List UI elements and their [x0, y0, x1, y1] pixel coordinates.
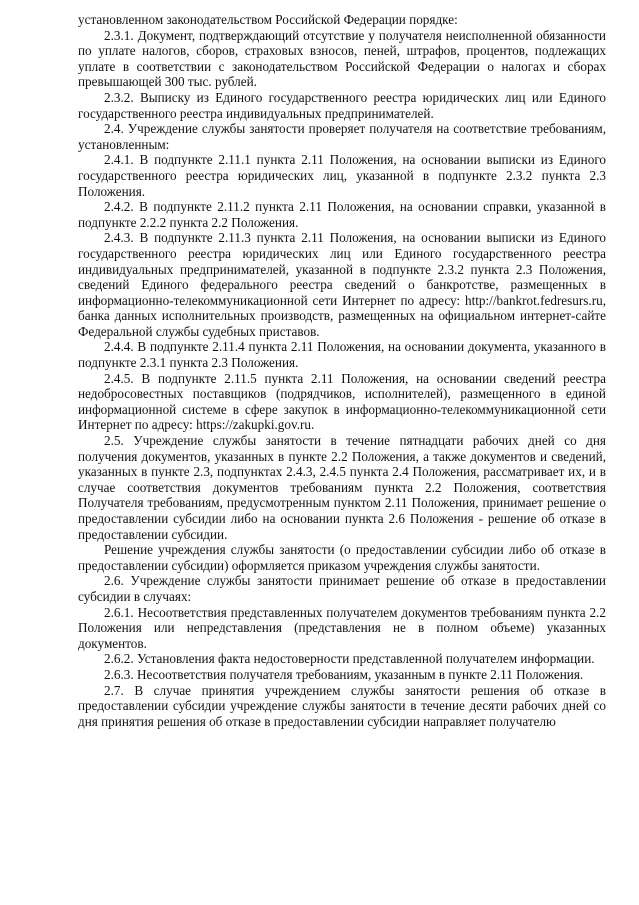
paragraph-2-5: 2.5. Учреждение службы занятости в течение пятнадцати рабочих дней со дня получения документов, указанных в пункте 2.2 Положения, а также документов и сведений, указанных в пункте 2.3, подпунктах 2.4.3, 2.4.5 пункта 2.4 Положения, рассматривает их, и в случае соответствия документов требованиям пункта 2.2 Положения, соответствия Получателя требованиям, предусмотренным пунктом 2.11 Положения, принимает решение о предоставлении субсидии либо на основании пункта 2.6 Положения - решение об отказе в предоставлении субсидии.: [78, 433, 606, 542]
paragraph-2-6: 2.6. Учреждение службы занятости принимает решение об отказе в предоставлении субсидии в случаях:: [78, 573, 606, 604]
document-body: [78, 12, 606, 729]
paragraph-2-4-4: 2.4.4. В подпункте 2.11.4 пункта 2.11 Положения, на основании документа, указанного в подпункте 2.3.1 пункта 2.3 Положения.: [78, 339, 606, 371]
paragraph-2-3-1: 2.3.1. Документ, подтверждающий отсутствие у получателя неисполненной обязанности по уплате налогов, сборов, страховых взносов, пеней, штрафов, процентов, подлежащих уплате в соответствии с законодательством Российской Федерации о налогах и сборах превышающей 300 тыс. рублей.: [78, 27, 606, 90]
paragraph-2-3-2: 2.3.2. Выписку из Единого государственного реестра юридических лиц или Единого государственного реестра индивидуальных предпринимателей.: [78, 89, 606, 121]
paragraph-2-4-1: 2.4.1. В подпункте 2.11.1 пункта 2.11 Положения, на основании выписки из Единого государственного реестра юридических лиц, указанной в подпункте 2.3.2 пункта 2.3 Положения.: [78, 152, 606, 199]
paragraph-2-6-2: 2.6.2. Установления факта недостоверности представленной получателем информации.: [104, 651, 595, 667]
paragraph-intro: установленном законодательством Российской Федерации порядке:: [78, 12, 458, 27]
paragraph-2-6-3: 2.6.3. Несоответствия получателя требованиям, указанным в пункте 2.11 Положения.: [104, 666, 584, 682]
paragraph-2-6-1: 2.6.1. Несоответствия представленных получателем документов требованиям пункта 2.2 Положения или непредставления (представления не в полном объеме) указанных документов.: [78, 604, 606, 651]
paragraph-2-7: 2.7. В случае принятия учреждением службы занятости решения об отказе в предоставлении субсидии учреждение службы занятости в течение десяти рабочих дней со дня принятия решения об отказе в предоставлении субсидии направляет получателю: [78, 682, 606, 729]
paragraph-2-4-3: 2.4.3. В подпункте 2.11.3 пункта 2.11 Положения, на основании выписки из Единого государственного реестра юридических лиц или Единого государственного реестра индивидуальных предпринимателей, указанной в подпункте 2.3.2 пункта 2.3 Положения, сведений Единого федерального реестра сведений о банкротстве, размещенных в информационно-телекоммуникационной сети Интернет по адресу: http://bankrot.fedresurs.ru, банка данных исполнительных производств, размещенных на официальном интернет-сайте Федеральной службы судебных приставов.: [78, 230, 606, 339]
paragraph-2-4-2: 2.4.2. В подпункте 2.11.2 пункта 2.11 Положения, на основании справки, указанной в подпункте 2.2.2 пункта 2.2 Положения.: [78, 199, 606, 230]
paragraph-2-4-5: 2.4.5. В подпункте 2.11.5 пункта 2.11 Положения, на основании сведений реестра недобросовестных поставщиков (подрядчиков, исполнителей), размещенного в единой информационной системе в сфере закупок в информационно-телекоммуникационной сети Интернет по адресу: https://zakupki.gov.ru.: [78, 370, 606, 433]
paragraph-decision: Решение учреждения службы занятости (о предоставлении субсидии либо об отказе в предоставлении субсидии) оформляется приказом учреждения службы занятости.: [78, 542, 606, 573]
paragraph-2-4: 2.4. Учреждение службы занятости проверяет получателя на соответствие требованиям, установленным:: [78, 121, 606, 152]
